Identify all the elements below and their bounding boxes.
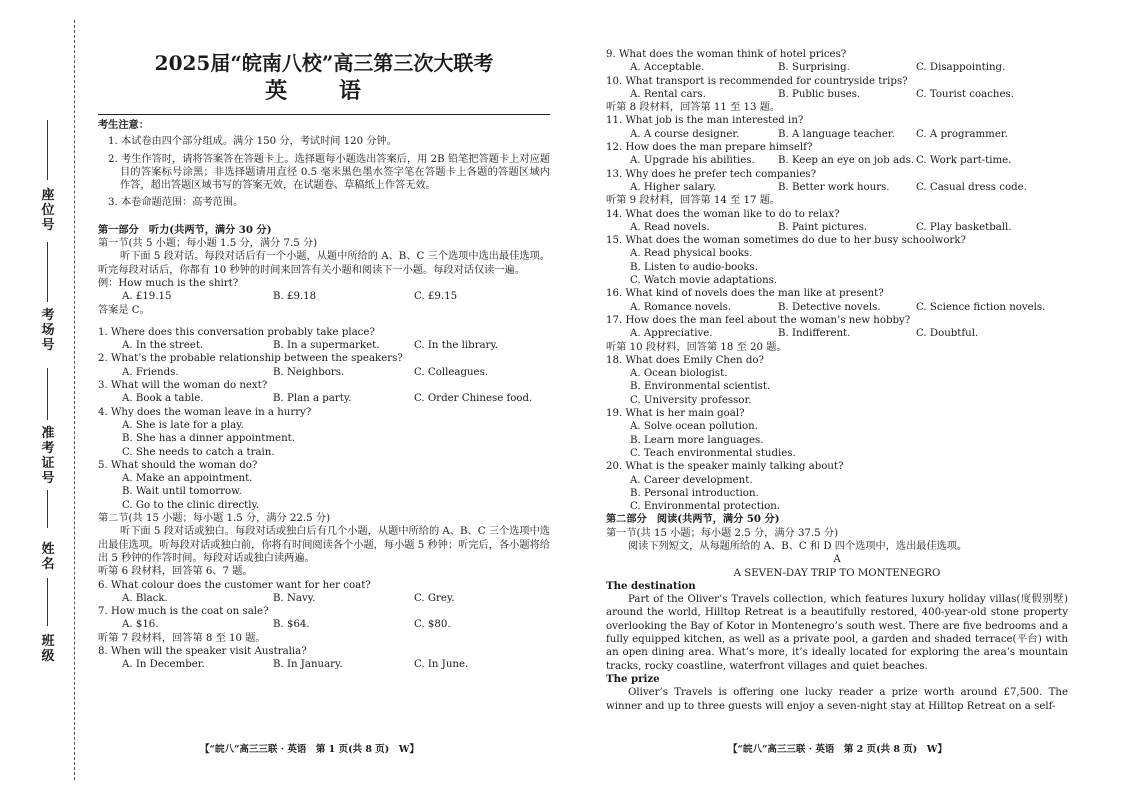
- option-b: B. Neighbors.: [273, 366, 345, 378]
- title-rule: [98, 114, 550, 115]
- question-text: 11. What job is the man interested in?: [606, 115, 804, 127]
- prize-paragraph: Oliver’s Travels is offering one lucky reader a prize worth around £7,500. The winner and up to three guests will enjoy a seven-night stay at Hilltop Retreat on a self-: [606, 687, 1068, 712]
- option-c: C. Grey.: [414, 592, 455, 604]
- question-text: 14. What does the woman like to do to relax?: [606, 208, 840, 220]
- option-c: C. Disappointing.: [916, 62, 1006, 74]
- material-10-instruction: 听第 10 段材料，回答第 18 至 20 题。: [606, 341, 787, 353]
- question-13: [606, 168, 1068, 195]
- option-c: C. £9.15: [414, 291, 458, 303]
- option-c: C. University professor.: [630, 394, 752, 406]
- option-a: A. Acceptable.: [630, 62, 705, 74]
- question-text: 12. How does the man prepare himself?: [606, 142, 813, 154]
- option-b: B. Plan a party.: [273, 393, 352, 405]
- page-1-footer: 【“皖八”高三三联 · 英语 第 1 页(共 8 页) W】: [200, 744, 419, 755]
- question-20: [606, 460, 1068, 513]
- option-a: A. Friends.: [122, 366, 179, 378]
- option-b: B. Surprising.: [778, 62, 850, 74]
- question-text: 10. What transport is recommended for countryside trips?: [606, 75, 908, 87]
- option-c: C. Go to the clinic directly.: [122, 499, 260, 511]
- question-15: [606, 234, 1068, 287]
- option-b: B. In a supermarket.: [273, 340, 380, 352]
- option-b: B. Public buses.: [778, 88, 861, 100]
- section1-instructions: 听下面 5 段对话。每段对话后有一个小题，从题中所给的 A、B、C 三个选项中选出最佳选项。听完每段对话后，你都有 10 秒钟的时间来回答有关小题和阅读下一小题。每段对话仅读一遍。: [98, 251, 550, 276]
- option-a: A. Read physical books.: [630, 248, 753, 260]
- option-a: A. Romance novels.: [630, 301, 732, 313]
- section1-heading: 第一节(共 5 小题；每小题 1.5 分，满分 7.5 分): [98, 238, 318, 250]
- question-8: [98, 645, 550, 672]
- admission-number-label: 准考证号: [41, 426, 55, 486]
- question-text: 18. What does Emily Chen do?: [606, 354, 764, 366]
- option-c: C. Doubtful.: [916, 328, 979, 340]
- binding-dashed-line: [74, 20, 75, 780]
- option-c: C. Play basketball.: [916, 221, 1012, 233]
- destination-heading: The destination: [606, 579, 696, 592]
- field-line: [47, 368, 48, 420]
- exam-title: 2025届“皖南八校”高三第三次大联考: [154, 51, 494, 75]
- option-c: C. Watch movie adaptations.: [630, 275, 778, 287]
- option-a: A. Career development.: [630, 474, 753, 486]
- option-a: A. She is late for a play.: [122, 419, 244, 431]
- destination-paragraph: Part of the Oliver’s Travels collection, which features luxury holiday villas(度假别墅) around the world, Hilltop Retreat is a beautifully restored, 400-year-old stone property overlooking the Bay of Kotor in Montenegro’s south west. There are five bedrooms and a fully equipped kitchen, as well as a private pool, a garden and shaded terrace(平台) with an open dining area. What’s more, it’s ideally located for exploring the area’s mountain tracks, rocky coastline, waterfront villages and quiet beaches.: [606, 594, 1068, 672]
- option-a: A. Make an appointment.: [122, 473, 253, 485]
- option-c: C. Colleagues.: [414, 366, 489, 378]
- class-label: 班级: [41, 634, 55, 664]
- page-1: [98, 48, 550, 672]
- question-17: [606, 314, 1068, 341]
- question-text: 7. How much is the coat on sale?: [98, 606, 269, 618]
- field-line: [47, 578, 48, 626]
- option-c: C. Order Chinese food.: [414, 393, 533, 405]
- question-9: [606, 48, 1068, 75]
- option-b: B. Navy.: [273, 592, 316, 604]
- question-text: 16. What kind of novels does the man like at present?: [606, 288, 884, 300]
- field-line: [47, 120, 48, 180]
- option-a: A. Book a table.: [122, 393, 204, 405]
- page-2: [606, 48, 1068, 713]
- field-line: [47, 242, 48, 302]
- option-b: B. Keep an eye on job ads.: [778, 155, 915, 167]
- question-4: [98, 406, 550, 459]
- option-b: B. Listen to audio-books.: [630, 261, 759, 273]
- binding-margin: [0, 0, 88, 794]
- question-11: [606, 114, 1068, 141]
- option-b: B. A language teacher.: [778, 128, 895, 140]
- passage-title: A SEVEN-DAY TRIP TO MONTENEGRO: [733, 567, 941, 579]
- option-a: A. Appreciative.: [630, 328, 713, 340]
- option-b: B. Indifferent.: [778, 328, 851, 340]
- option-c: C. Science fiction novels.: [916, 301, 1046, 313]
- option-a: A. $16.: [122, 619, 159, 631]
- question-14: [606, 208, 1068, 235]
- option-a: A. Read novels.: [630, 221, 710, 233]
- option-c: C. $80.: [414, 619, 451, 631]
- option-a: A. Black.: [122, 592, 168, 604]
- question-text: 6. What colour does the customer want for her coat?: [98, 579, 371, 591]
- page-2-footer: 【“皖八”高三三联 · 英语 第 2 页(共 8 页) W】: [728, 744, 947, 755]
- question-6: [98, 579, 550, 606]
- question-10: [606, 75, 1068, 102]
- subject-title: 英 语: [265, 78, 383, 104]
- option-c: C. In June.: [414, 659, 469, 671]
- material-8-instruction: 听第 8 段材料，回答第 11 至 13 题。: [606, 102, 781, 114]
- option-b: B. Detective novels.: [778, 301, 881, 313]
- question-text: 1. Where does this conversation probably take place?: [98, 326, 375, 338]
- option-b: B. In January.: [273, 659, 343, 671]
- question-text: 19. What is her main goal?: [606, 408, 745, 420]
- section2-instructions: 听下面 5 段对话或独白。每段对话或独白后有几个小题，从题中所给的 A、B、C 三个选项中选出最佳选项。听每段对话或独白前，你将有时间阅读各个小题，每小题 5 秒钟；听完后，各小题将给出 5 秒钟的作答时间。每段对话或独白读两遍。: [98, 526, 550, 564]
- option-b: B. Learn more languages.: [630, 434, 764, 446]
- note-item: 1. 本试卷由四个部分组成。满分 150 分，考试时间 120 分钟。: [108, 136, 397, 148]
- question-text: 9. What does the woman think of hotel prices?: [606, 49, 847, 60]
- question-text: 13. Why does he prefer tech companies?: [606, 168, 817, 180]
- question-1: [98, 326, 550, 353]
- option-b: B. Environmental scientist.: [630, 381, 771, 393]
- question-5: [98, 459, 550, 512]
- question-text: 17. How does the man feel about the woman’s new hobby?: [606, 314, 911, 326]
- exam-room-label: 考场号: [41, 308, 55, 353]
- question-2: [98, 352, 550, 379]
- option-c: C. Tourist coaches.: [916, 88, 1014, 100]
- option-a: A. Ocean biologist.: [630, 368, 728, 380]
- question-text: 8. When will the speaker visit Australia?: [98, 645, 307, 657]
- example-options: [98, 290, 550, 303]
- option-a: A. Solve ocean pollution.: [630, 421, 758, 433]
- question-18: [606, 354, 1068, 407]
- prize-heading: The prize: [606, 672, 660, 685]
- option-b: B. Wait until tomorrow.: [122, 486, 242, 498]
- note-item: 2. 考生作答时，请将答案答在答题卡上。选择题每小题选出答案后，用 2B 铅笔把答题卡上对应题目的答案标号涂黑；非选择题请用直径 0.5 毫米黑色墨水签字笔在答题卡上各题的答题区域内作答，超出答题区域书写的答案无效，在试题卷、草稿纸上作答无效。: [108, 153, 550, 192]
- option-c: C. A programmer.: [916, 128, 1008, 140]
- option-a: A. In the street.: [122, 340, 204, 352]
- option-b: B. Paint pictures.: [778, 221, 868, 233]
- question-text: 2. What’s the probable relationship between the speakers?: [98, 353, 403, 365]
- option-c: C. Casual dress code.: [916, 181, 1027, 193]
- option-a: A. Upgrade his abilities.: [630, 155, 755, 167]
- option-b: B. $64.: [273, 619, 310, 631]
- material-7-instruction: 听第 7 段材料，回答第 8 至 10 题。: [98, 632, 266, 644]
- material-9-instruction: 听第 9 段材料，回答第 14 至 17 题。: [606, 195, 781, 207]
- note-item: 3. 本卷命题范围：高考范围。: [108, 197, 244, 209]
- option-b: B. Personal introduction.: [630, 487, 759, 499]
- option-a: A. £19.15: [122, 291, 172, 303]
- option-b: B. Better work hours.: [778, 181, 890, 193]
- question-7: [98, 605, 550, 632]
- question-text: 20. What is the speaker mainly talking about?: [606, 461, 844, 473]
- option-c: C. Environmental protection.: [630, 501, 781, 513]
- question-16: [606, 287, 1068, 314]
- option-a: A. A course designer.: [630, 128, 740, 140]
- seat-number-label: 座位号: [41, 188, 55, 233]
- example-question: 例：How much is the shirt?: [98, 277, 239, 289]
- part1-heading: 第一部分 听力(共两节，满分 30 分): [98, 223, 272, 236]
- option-a: A. Higher salary.: [630, 181, 717, 193]
- question-12: [606, 141, 1068, 168]
- material-6-instruction: 听第 6 段材料，回答第 6、7 题。: [98, 566, 253, 578]
- name-label: 姓名: [41, 542, 55, 572]
- option-a: A. Rental cars.: [630, 88, 706, 100]
- part2-heading: 第二部分 阅读(共两节，满分 50 分): [606, 513, 780, 526]
- field-line: [47, 490, 48, 528]
- question-text: 15. What does the woman sometimes do due to her busy schoolwork?: [606, 235, 966, 247]
- option-c: C. She needs to catch a train.: [122, 446, 275, 458]
- option-c: C. Teach environmental studies.: [630, 447, 796, 459]
- question-text: 5. What should the woman do?: [98, 459, 258, 471]
- passage-letter: A: [833, 554, 841, 566]
- option-c: C. Work part-time.: [916, 155, 1012, 167]
- question-3: [98, 379, 550, 406]
- question-text: 4. Why does the woman leave in a hurry?: [98, 406, 312, 418]
- example-answer: 答案是 C。: [98, 304, 150, 316]
- reading-section1-heading: 第一节(共 15 小题；每小题 2.5 分，满分 37.5 分): [606, 527, 839, 539]
- option-b: B. £9.18: [273, 291, 317, 303]
- option-c: C. In the library.: [414, 340, 499, 352]
- question-19: [606, 407, 1068, 460]
- option-b: B. She has a dinner appointment.: [122, 433, 295, 445]
- section2-heading: 第二节(共 15 小题；每小题 1.5 分，满分 22.5 分): [98, 513, 331, 525]
- question-text: 3. What will the woman do next?: [98, 380, 268, 392]
- notes-title: 考生注意：: [98, 119, 149, 131]
- option-a: A. In December.: [122, 659, 205, 671]
- reading-instructions: 阅读下列短文，从每题所给的 A、B、C 和 D 四个选项中，选出最佳选项。: [628, 540, 968, 552]
